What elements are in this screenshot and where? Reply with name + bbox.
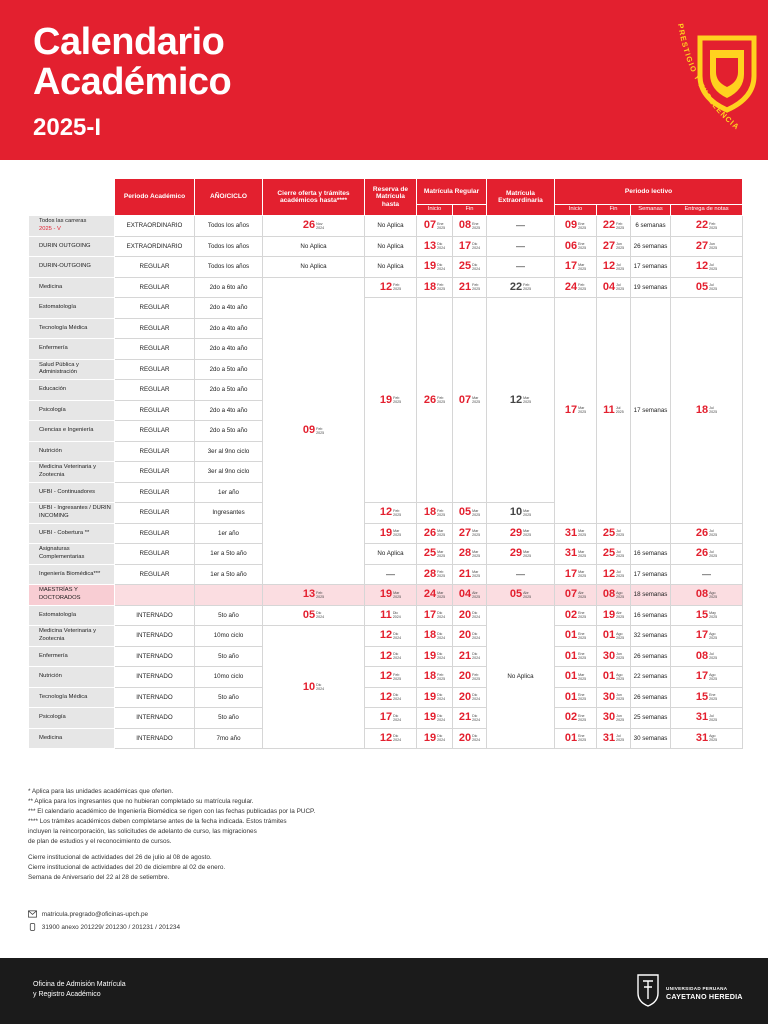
periodo-cell: EXTRAORDINARIO [115, 216, 195, 237]
notas-cell: — [671, 564, 743, 585]
row-label: Medicina [29, 277, 115, 298]
notas-cell: 26 Jul 2025 [671, 523, 743, 544]
row-label: Enfermería [29, 646, 115, 667]
lectivo-fin-cell: 27 Jun 2025 [597, 236, 631, 257]
periodo-cell [115, 585, 195, 606]
anio-cell: 10mo ciclo [195, 626, 263, 647]
anio-cell: 1er a 5to año [195, 564, 263, 585]
col-periodo-lectivo: Periodo lectivo [555, 179, 743, 205]
row-label: MAESTRÍAS Y DOCTORADOS [29, 585, 115, 606]
lectivo-fin-cell: 25 Jul 2025 [597, 523, 631, 544]
periodo-cell: REGULAR [115, 503, 195, 524]
row-label: Estomatología [29, 605, 115, 626]
notas-cell: 08 Ago 2025 [671, 585, 743, 606]
matricula-inicio-cell: 19 Dic 2024 [417, 708, 453, 729]
cierre-cell: 13 Feb 2025 [263, 585, 365, 606]
table-row [29, 646, 743, 667]
periodo-cell: REGULAR [115, 400, 195, 421]
notas-cell: 18 Jul 2025 [671, 298, 743, 524]
matricula-fin-cell: 27 Mar 2025 [453, 523, 487, 544]
table-row [29, 667, 743, 688]
matricula-inicio-cell: 18 Dic 2024 [417, 626, 453, 647]
semanas-cell: 26 semanas [631, 236, 671, 257]
table-row [29, 298, 743, 319]
notas-cell: 17 Ago 2025 [671, 626, 743, 647]
matricula-extra-cell: — [487, 257, 555, 278]
reserva-cell: 17 Dic 2024 [365, 708, 417, 729]
lectivo-fin-cell: 01 Ago 2025 [597, 626, 631, 647]
matricula-fin-cell: 21 Feb 2025 [453, 277, 487, 298]
reserva-cell: 12 Dic 2024 [365, 626, 417, 647]
lectivo-fin-cell: 22 Feb 2025 [597, 216, 631, 237]
lectivo-inicio-cell: 31 Mar 2025 [555, 544, 597, 565]
matricula-extra-cell: No Aplica [487, 605, 555, 749]
anio-cell: Ingresantes [195, 503, 263, 524]
contact-email[interactable]: matricula.pregrado@oficinas-upch.pe [41, 911, 149, 918]
note-line: Semana de Aniversario del 22 al 28 de setiembre. [28, 874, 170, 881]
anio-cell: 5to año [195, 687, 263, 708]
matricula-fin-cell: 21 Mar 2025 [453, 564, 487, 585]
lectivo-inicio-cell: 09 Ene 2025 [555, 216, 597, 237]
row-label: Medicina Veterinaria y Zootecnia [29, 626, 115, 647]
row-label: Nutrición [29, 667, 115, 688]
matricula-inicio-cell: 13 Dic 2024 [417, 236, 453, 257]
row-label: Ingeniería Biomédica*** [29, 564, 115, 585]
row-label: Educación [29, 380, 115, 401]
row-label: Medicina [29, 728, 115, 749]
semanas-cell: 22 semanas [631, 667, 671, 688]
lectivo-inicio-cell: 02 Ene 2025 [555, 708, 597, 729]
matricula-inicio-cell: 18 Feb 2025 [417, 277, 453, 298]
anio-cell: 1er a 5to año [195, 544, 263, 565]
lectivo-fin-cell: 25 Jul 2025 [597, 544, 631, 565]
anio-cell: Todos los años [195, 236, 263, 257]
row-label: Salud Pública y Administración [29, 359, 115, 380]
semanas-cell: 26 semanas [631, 646, 671, 667]
matricula-fin-cell: 08 Ene 2025 [453, 216, 487, 237]
notas-cell: 31 Ago 2025 [671, 728, 743, 749]
notas-cell: 15 Ene 2025 [671, 687, 743, 708]
col-notas: Entrega de notas [671, 205, 743, 216]
reserva-cell: No Aplica [365, 216, 417, 237]
table-row [29, 216, 743, 237]
periodo-cell: REGULAR [115, 482, 195, 503]
row-label: Psicología [29, 708, 115, 729]
row-label: DURIN-OUTGOING [29, 257, 115, 278]
periodo-cell: INTERNADO [115, 708, 195, 729]
anio-cell: 2do a 6to año [195, 277, 263, 298]
reserva-cell: 19 Mar 2025 [365, 523, 417, 544]
periodo-cell: REGULAR [115, 544, 195, 565]
row-label: Tecnología Médica [29, 687, 115, 708]
periodo-cell: INTERNADO [115, 667, 195, 688]
reserva-cell: No Aplica [365, 544, 417, 565]
calendar-table [28, 178, 742, 749]
contact-info [28, 908, 180, 934]
reserva-cell: 12 Feb 2025 [365, 667, 417, 688]
row-label: Enfermería [29, 339, 115, 360]
semanas-cell: 25 semanas [631, 708, 671, 729]
mail-icon [28, 910, 37, 918]
anio-cell: 5to año [195, 708, 263, 729]
matricula-inicio-cell: 26 Mar 2025 [417, 523, 453, 544]
periodo-cell: EXTRAORDINARIO [115, 236, 195, 257]
table-row [29, 626, 743, 647]
row-label: Ciencias e Ingeniería [29, 421, 115, 442]
matricula-extra-cell: — [487, 564, 555, 585]
notas-cell: 31 Jul 2025 [671, 708, 743, 729]
reserva-cell: 12 Dic 2024 [365, 687, 417, 708]
table-row [29, 728, 743, 749]
semanas-cell: 17 semanas [631, 257, 671, 278]
row-label: Tecnología Médica [29, 318, 115, 339]
semanas-cell: 26 semanas [631, 687, 671, 708]
lectivo-fin-cell: 30 Jun 2025 [597, 646, 631, 667]
lectivo-inicio-cell: 24 Feb 2025 [555, 277, 597, 298]
periodo-cell: INTERNADO [115, 646, 195, 667]
anio-cell: 10mo ciclo [195, 667, 263, 688]
notas-cell: 12 Jul 2025 [671, 257, 743, 278]
row-label: Medicina Veterinaria y Zootecnia [29, 462, 115, 483]
lectivo-inicio-cell: 01 Mar 2025 [555, 667, 597, 688]
col-semanas: Semanas [631, 205, 671, 216]
matricula-fin-cell: 20 Dic 2024 [453, 687, 487, 708]
reserva-cell: — [365, 564, 417, 585]
lectivo-inicio-cell: 17 Mar 2025 [555, 564, 597, 585]
table-row [29, 585, 743, 606]
lectivo-inicio-cell: 01 Ene 2025 [555, 626, 597, 647]
lectivo-fin-cell: 08 Ago 2025 [597, 585, 631, 606]
table-row [29, 523, 743, 544]
matricula-inicio-cell: 07 Ene 2025 [417, 216, 453, 237]
contact-phone: 31900 anexo 201229/ 201230 / 201231 / 201234 [41, 924, 181, 931]
anio-cell: 1er año [195, 523, 263, 544]
matricula-fin-cell: 28 Mar 2025 [453, 544, 487, 565]
col-inicio-lectivo: Inicio [555, 205, 597, 216]
table-row [29, 257, 743, 278]
notas-cell: 15 May 2025 [671, 605, 743, 626]
anio-cell: 3er al 9no ciclo [195, 462, 263, 483]
periodo-cell: INTERNADO [115, 626, 195, 647]
periodo-cell: INTERNADO [115, 687, 195, 708]
lectivo-inicio-cell: 01 Ene 2025 [555, 646, 597, 667]
lectivo-fin-cell: 11 Jul 2025 [597, 298, 631, 524]
periodo-cell: REGULAR [115, 380, 195, 401]
col-cierre: Cierre oferta y trámites académicos hasta**** [263, 179, 365, 216]
reserva-cell: 12 Dic 2024 [365, 646, 417, 667]
notas-cell: 05 Jul 2025 [671, 277, 743, 298]
row-label: Psicología [29, 400, 115, 421]
anio-cell: 2do a 4to año [195, 339, 263, 360]
reserva-cell: 11 Dic 2024 [365, 605, 417, 626]
periodo-cell: REGULAR [115, 339, 195, 360]
phone-icon [28, 923, 37, 931]
col-fin-lectivo: Fin [597, 205, 631, 216]
row-label: Asignaturas Complementarias [29, 544, 115, 565]
lectivo-inicio-cell: 06 Ene 2025 [555, 236, 597, 257]
lectivo-fin-cell: 01 Ago 2025 [597, 667, 631, 688]
lectivo-inicio-cell: 07 Abr 2025 [555, 585, 597, 606]
lectivo-inicio-cell: 02 Ene 2025 [555, 605, 597, 626]
table-row [29, 708, 743, 729]
notas-cell: 26 Jul 2025 [671, 544, 743, 565]
matricula-fin-cell: 20 Dic 2024 [453, 605, 487, 626]
lectivo-fin-cell: 30 Jun 2025 [597, 687, 631, 708]
cierre-cell: 26 Nov 2024 [263, 216, 365, 237]
page-title: Calendario Académico [33, 21, 232, 103]
col-matricula-extra: Matrícula Extraordinaria [487, 179, 555, 216]
periodo-cell: REGULAR [115, 462, 195, 483]
periodo-cell: REGULAR [115, 318, 195, 339]
anio-cell: 2do a 4to año [195, 298, 263, 319]
matricula-extra-cell: 05 Abr 2025 [487, 585, 555, 606]
matricula-inicio-cell: 18 Feb 2025 [417, 667, 453, 688]
row-label: Todos las carreras 2025 - V [29, 216, 115, 237]
matricula-fin-cell: 20 Dic 2024 [453, 728, 487, 749]
notas-cell: 17 Ago 2025 [671, 667, 743, 688]
anio-cell: 5to año [195, 605, 263, 626]
periodo-cell: REGULAR [115, 441, 195, 462]
col-anio: AÑO/CICLO [195, 179, 263, 216]
col-matricula-regular: Matrícula Regular [417, 179, 487, 205]
matricula-inicio-cell: 25 Mar 2025 [417, 544, 453, 565]
semanas-cell: 16 semanas [631, 544, 671, 565]
note-line: *** El calendario académico de Ingeniería Biomédica se rigen con las fechas publicadas por la PUCP. [28, 808, 316, 815]
table-row [29, 687, 743, 708]
notas-cell: 22 Feb 2025 [671, 216, 743, 237]
table-row [29, 236, 743, 257]
semanas-cell: 32 semanas [631, 626, 671, 647]
matricula-inicio-cell: 19 Dic 2024 [417, 646, 453, 667]
university-shield-icon [636, 973, 660, 1007]
cierre-cell: No Aplica [263, 236, 365, 257]
row-label: UFBI - Ingresantes / DURIN INCOMING [29, 503, 115, 524]
matricula-fin-cell: 21 Dic 2024 [453, 708, 487, 729]
office-name: Oficina de Admisión Matrícula y Registro Académico [33, 981, 126, 998]
row-label: UFBI - Continuadores [29, 482, 115, 503]
periodo-cell: INTERNADO [115, 605, 195, 626]
notas-cell: 27 Jun 2025 [671, 236, 743, 257]
reserva-cell: 19 Feb 2025 [365, 298, 417, 503]
periodo-cell: REGULAR [115, 298, 195, 319]
matricula-fin-cell: 25 Dic 2024 [453, 257, 487, 278]
matricula-inicio-cell: 28 Feb 2025 [417, 564, 453, 585]
matricula-fin-cell: 20 Dic 2024 [453, 626, 487, 647]
matricula-extra-cell: — [487, 236, 555, 257]
matricula-inicio-cell: 26 Feb 2025 [417, 298, 453, 503]
anio-cell: 2do a 5to año [195, 359, 263, 380]
reserva-cell: No Aplica [365, 236, 417, 257]
periodo-cell: INTERNADO [115, 728, 195, 749]
matricula-extra-cell: 29 Mar 2025 [487, 544, 555, 565]
page-subtitle: 2025-I [33, 114, 102, 141]
anio-cell: 2do a 4to año [195, 318, 263, 339]
anio-cell: 2do a 5to año [195, 380, 263, 401]
table-row [29, 277, 743, 298]
cierre-cell: 05 Dic 2024 [263, 605, 365, 626]
anio-cell: Todos los años [195, 257, 263, 278]
anio-cell: 5to año [195, 646, 263, 667]
matricula-inicio-cell: 18 Feb 2025 [417, 503, 453, 524]
semanas-cell: 17 semanas [631, 564, 671, 585]
anio-cell: 3er al 9no ciclo [195, 441, 263, 462]
row-label: UFBI - Cobertura ** [29, 523, 115, 544]
periodo-cell: REGULAR [115, 564, 195, 585]
row-label: Nutrición [29, 441, 115, 462]
lectivo-inicio-cell: 01 Ene 2025 [555, 687, 597, 708]
matricula-inicio-cell: 19 Dic 2024 [417, 728, 453, 749]
col-inicio: Inicio [417, 205, 453, 216]
semanas-cell: 17 semanas [631, 298, 671, 524]
table-row [29, 605, 743, 626]
matricula-inicio-cell: 19 Dic 2024 [417, 257, 453, 278]
note-line: Cierre institucional de actividades del 26 de julio al 08 de agosto. [28, 854, 212, 861]
semanas-cell: 18 semanas [631, 585, 671, 606]
page-header [0, 0, 768, 160]
university-logo: UNIVERSIDAD PERUANA CAYETANO HEREDIA [636, 973, 746, 1009]
lectivo-fin-cell: 31 Jul 2025 [597, 728, 631, 749]
periodo-cell: REGULAR [115, 277, 195, 298]
matricula-extra-cell: 29 Mar 2025 [487, 523, 555, 544]
anio-cell: Todos los años [195, 216, 263, 237]
lectivo-inicio-cell: 01 Ene 2025 [555, 728, 597, 749]
semanas-cell [631, 523, 671, 544]
matricula-fin-cell: 05 Mar 2025 [453, 503, 487, 524]
lectivo-fin-cell: 04 Jul 2025 [597, 277, 631, 298]
matricula-inicio-cell: 17 Dic 2024 [417, 605, 453, 626]
anio-cell: 7mo año [195, 728, 263, 749]
reserva-cell: 12 Dic 2024 [365, 728, 417, 749]
matricula-fin-cell: 07 Mar 2025 [453, 298, 487, 503]
page-footer [0, 958, 768, 1024]
matricula-extra-cell: 22 Feb 2025 [487, 277, 555, 298]
lectivo-inicio-cell: 17 Mar 2025 [555, 298, 597, 524]
table-row [29, 564, 743, 585]
lectivo-fin-cell: 12 Jul 2025 [597, 257, 631, 278]
semanas-cell: 6 semanas [631, 216, 671, 237]
semanas-cell: 19 semanas [631, 277, 671, 298]
lectivo-fin-cell: 19 Abr 2025 [597, 605, 631, 626]
row-label: DURIN OUTGOING [29, 236, 115, 257]
note-line: ** Aplica para los ingresantes que no hubieran completado su matrícula regular. [28, 798, 254, 805]
crest-logo-icon [660, 10, 760, 150]
matricula-fin-cell: 21 Dic 2024 [453, 646, 487, 667]
cierre-cell: 09 Feb 2025 [263, 277, 365, 585]
cierre-cell: No Aplica [263, 257, 365, 278]
matricula-fin-cell: 04 Abr 2025 [453, 585, 487, 606]
row-label: Estomatología [29, 298, 115, 319]
lectivo-inicio-cell: 31 Mar 2025 [555, 523, 597, 544]
table-row [29, 544, 743, 565]
matricula-fin-cell: 17 Dic 2024 [453, 236, 487, 257]
reserva-cell: 19 Mar 2025 [365, 585, 417, 606]
anio-cell: 2do a 5to año [195, 421, 263, 442]
note-line: Cierre institucional de actividades del 20 de diciembre al 02 de enero. [28, 864, 226, 871]
anio-cell: 1er año [195, 482, 263, 503]
periodo-cell: REGULAR [115, 421, 195, 442]
note-line: incluyen la reincorporación, las solicitudes de adelanto de curso, las migraciones [28, 828, 257, 835]
anio-cell: 2do a 4to año [195, 400, 263, 421]
reserva-cell: 12 Feb 2025 [365, 503, 417, 524]
anio-cell [195, 585, 263, 606]
col-fin: Fin [453, 205, 487, 216]
matricula-inicio-cell: 19 Dic 2024 [417, 687, 453, 708]
semanas-cell: 16 semanas [631, 605, 671, 626]
periodo-cell: REGULAR [115, 523, 195, 544]
lectivo-inicio-cell: 17 Mar 2025 [555, 257, 597, 278]
matricula-fin-cell: 20 Feb 2025 [453, 667, 487, 688]
semanas-cell: 30 semanas [631, 728, 671, 749]
note-line: de plan de estudios y el reconocimiento de cursos. [28, 838, 172, 845]
periodo-cell: REGULAR [115, 359, 195, 380]
reserva-cell: No Aplica [365, 257, 417, 278]
cierre-cell: 10 Dic 2024 [263, 626, 365, 749]
note-line: **** Los trámites académicos deben completarse antes de la fecha indicada. Estos trámites [28, 818, 287, 825]
reserva-cell: 12 Feb 2025 [365, 277, 417, 298]
note-line: * Aplica para las unidades académicas que oferten. [28, 788, 174, 795]
matricula-inicio-cell: 24 Mar 2025 [417, 585, 453, 606]
notas-cell: 08 Jul 2025 [671, 646, 743, 667]
lectivo-fin-cell: 12 Jul 2025 [597, 564, 631, 585]
lectivo-fin-cell: 30 Jun 2025 [597, 708, 631, 729]
matricula-extra-cell: — [487, 216, 555, 237]
col-periodo: Periodo Académico [115, 179, 195, 216]
footnotes [28, 787, 728, 883]
crest-motto: PRESTIGIO Y EXCELENCIA [676, 22, 742, 132]
col-reserva: Reserva de Matrícula hasta [365, 179, 417, 216]
matricula-extra-cell: 12 Mar 2025 [487, 298, 555, 503]
matricula-extra-cell: 10 Mar 2025 [487, 503, 555, 524]
periodo-cell: REGULAR [115, 257, 195, 278]
